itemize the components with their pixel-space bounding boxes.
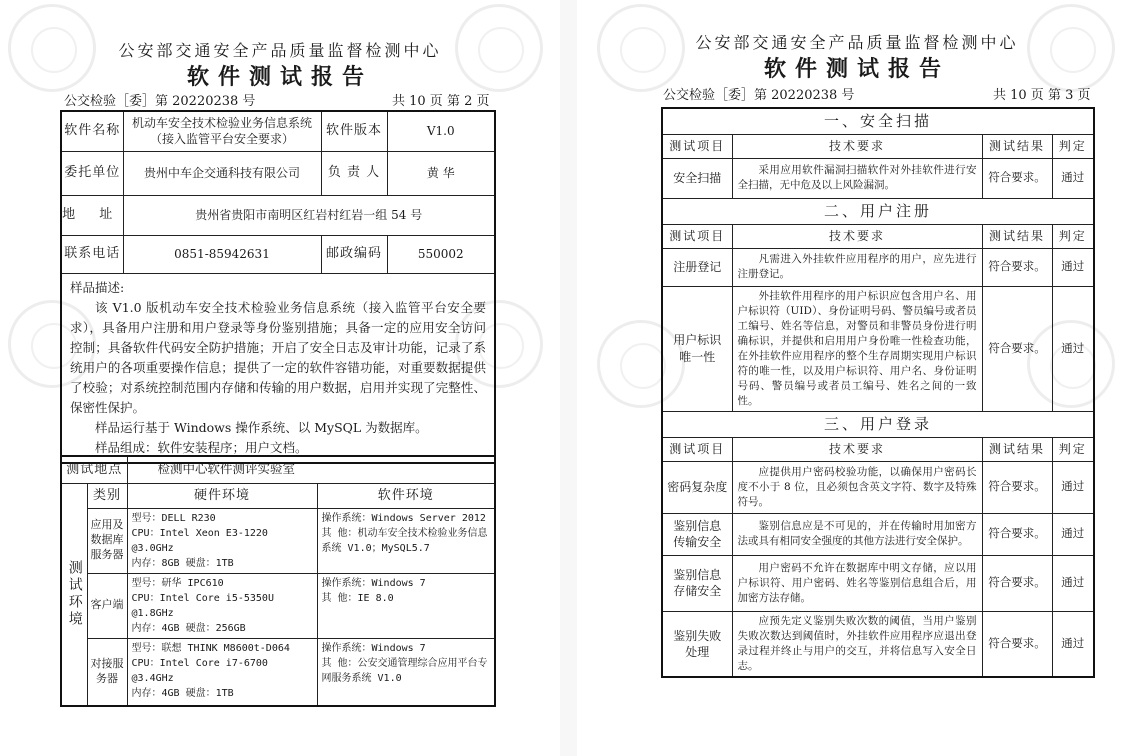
result-row — [662, 611, 1094, 677]
test-result: 符合要求。 — [982, 555, 1052, 611]
sw-line: 其 他：机动车安全技术检验业务信息系统 V1.0；MySQL5.7 — [321, 527, 488, 554]
person-label: 负 责 人 — [321, 151, 387, 195]
address-value: 贵州省贵阳市南明区红岩村红岩一组 54 号 — [123, 195, 495, 235]
env-category: 对接服务器 — [87, 638, 127, 706]
hardware-env — [127, 573, 317, 638]
requirement: 鉴别信息应是不可见的，并在传输时用加密方法或具有相同安全强度的其他方法进行安全保护。 — [732, 513, 982, 555]
test-item: 安全扫描 — [662, 158, 732, 198]
page-info: 共 10 页 第 2 页 — [392, 94, 490, 109]
result-row — [662, 461, 1094, 513]
hw-line: 内存：8GB 硬盘：1TB — [131, 557, 234, 569]
address-label: 地 址 — [61, 195, 123, 235]
software-env — [317, 573, 495, 638]
test-item: 鉴别信息传输安全 — [662, 513, 732, 555]
location-value: 检测中心软件测评实验室 — [127, 456, 495, 483]
test-result: 符合要求。 — [982, 158, 1052, 198]
col-header: 判定 — [1052, 134, 1094, 158]
hardware-env — [127, 508, 317, 573]
client-label: 委托单位 — [61, 151, 123, 195]
org-header: 公安部交通安全产品质量监督检测中心 — [118, 41, 442, 60]
report-number: 公交检验［委］第 20220238 号 — [64, 94, 256, 109]
col-header: 技术要求 — [732, 134, 982, 158]
phone-value: 0851-85942631 — [123, 235, 321, 273]
sw-line: 操作系统：Windows Server 2012 — [321, 512, 486, 524]
hw-line: CPU：Intel Core i7-6700 @3.4GHz — [131, 657, 268, 684]
env-category: 应用及数据库服务器 — [87, 508, 127, 573]
judgement: 通过 — [1052, 555, 1094, 611]
report-number: 公交检验［委］第 20220238 号 — [663, 88, 855, 103]
col-header: 测试项目 — [662, 437, 732, 461]
col-header: 技术要求 — [732, 224, 982, 248]
env-row — [61, 638, 495, 706]
test-result: 符合要求。 — [982, 611, 1052, 677]
judgement: 通过 — [1052, 461, 1094, 513]
env-table — [60, 455, 496, 707]
postcode-value: 550002 — [387, 235, 495, 273]
requirement: 采用应用软件漏洞扫描软件对外挂软件进行安全扫描，无中危及以上风险漏洞。 — [732, 158, 982, 198]
test-item: 鉴别信息存储安全 — [662, 555, 732, 611]
software-env — [317, 638, 495, 706]
description-title: 样品描述: — [70, 279, 125, 295]
description-paragraph: 样品运行基于 Windows 操作系统、以 MySQL 为数据库。 — [95, 419, 428, 435]
col-header: 技术要求 — [732, 437, 982, 461]
results-table — [661, 107, 1095, 678]
person-value: 黄 华 — [387, 151, 495, 195]
result-row — [662, 286, 1094, 411]
software-name-label: 软件名称 — [61, 111, 123, 151]
col-header: 判定 — [1052, 224, 1094, 248]
test-result: 符合要求。 — [982, 286, 1052, 411]
sw-line: 其 他：IE 8.0 — [321, 592, 394, 604]
version-value: V1.0 — [387, 111, 495, 151]
judgement: 通过 — [1052, 611, 1094, 677]
hw-line: 型号：联想 THINK M8600t-D064 — [131, 642, 290, 654]
report-page-2 — [0, 0, 560, 756]
requirement: 应预先定义鉴别失败次数的阈值，当用户鉴别失败次数达到阈值时，外挂软件应用程序应退出登录过程并终止与用户的交互，并将信息写入安全日志。 — [732, 611, 982, 677]
judgement: 通过 — [1052, 158, 1094, 198]
hw-line: 型号：研华 IPC610 — [131, 577, 224, 589]
result-row — [662, 555, 1094, 611]
section-title: 一、安全扫描 — [662, 108, 1094, 134]
test-result: 符合要求。 — [982, 513, 1052, 555]
test-item: 注册登记 — [662, 248, 732, 286]
col-header: 测试结果 — [982, 437, 1052, 461]
report-title: 软件测试报告 — [763, 56, 950, 82]
requirement: 凡需进入外挂软件应用程序的用户，应先进行注册登记。 — [732, 248, 982, 286]
sw-line: 操作系统：Windows 7 — [321, 642, 426, 654]
test-result: 符合要求。 — [982, 248, 1052, 286]
judgement: 通过 — [1052, 248, 1094, 286]
result-row — [662, 513, 1094, 555]
env-row — [61, 573, 495, 638]
info-table — [60, 110, 496, 464]
location-label: 测试地点 — [61, 456, 127, 483]
section-title: 二、用户注册 — [662, 198, 1094, 224]
col-header: 测试结果 — [982, 224, 1052, 248]
test-item: 密码复杂度 — [662, 461, 732, 513]
page-gutter — [560, 0, 577, 756]
page-info: 共 10 页 第 3 页 — [993, 88, 1091, 103]
software-env — [317, 508, 495, 573]
col-header: 测试项目 — [662, 224, 732, 248]
postcode-label: 邮政编码 — [321, 235, 387, 273]
col-header: 测试项目 — [662, 134, 732, 158]
test-result: 符合要求。 — [982, 461, 1052, 513]
col-header: 测试结果 — [982, 134, 1052, 158]
col-header: 判定 — [1052, 437, 1094, 461]
section-title: 三、用户登录 — [662, 411, 1094, 437]
env-row — [61, 508, 495, 573]
judgement: 通过 — [1052, 513, 1094, 555]
hw-line: 型号：DELL R230 — [131, 512, 216, 524]
version-label: 软件版本 — [321, 111, 387, 151]
env-category: 客户端 — [87, 573, 127, 638]
requirement: 外挂软件用程序的用户标识应包含用户名、用户标识符（UID）、身份证明号码、警员编号或者员工编号、姓名等信息，对警员和非警员身份进行明确标识，并提供和启用用户身份唯一性检查功能，在外挂软件应用程序的整个生存周期实现用户标识符的唯一性，以及用户标识符、用户名、身份证明号码、警员编号或者员工编号、姓名之间的一致性。 — [732, 286, 982, 411]
hw-line: CPU：Intel Xeon E3-1220 @3.0GHz — [131, 527, 268, 554]
hardware-env — [127, 638, 317, 706]
env-header: 类别 — [87, 483, 127, 508]
hw-line: CPU：Intel Core i5-5350U @1.8GHz — [131, 592, 274, 619]
software-name-value: 机动车安全技术检验业务信息系统（接入监管平台安全要求） — [123, 111, 321, 151]
hw-line: 内存：4GB 硬盘：256GB — [131, 622, 246, 634]
requirement: 用户密码不允许在数据库中明文存储，应以用户标识符、用户密码、姓名等鉴别信息组合后，用加密方法存储。 — [732, 555, 982, 611]
sw-line: 操作系统：Windows 7 — [321, 577, 426, 589]
env-header: 硬件环境 — [127, 483, 317, 508]
judgement: 通过 — [1052, 286, 1094, 411]
report-page-3 — [577, 0, 1137, 756]
description-paragraph: 样品组成：软件安装程序；用户文档。 — [95, 439, 308, 455]
test-item: 用户标识唯一性 — [662, 286, 732, 411]
hw-line: 内存：4GB 硬盘：1TB — [131, 687, 234, 699]
client-value: 贵州中车企交通科技有限公司 — [123, 151, 321, 195]
report-title: 软件测试报告 — [186, 64, 373, 90]
sample-description — [61, 273, 495, 463]
sw-line: 其 他：公安交通管理综合应用平台专网服务系统 V1.0 — [321, 657, 488, 684]
requirement: 应提供用户密码校验功能，以确保用户密码长度不小于 8 位，且必须包含英文字符、数字及特殊符号。 — [732, 461, 982, 513]
phone-label: 联系电话 — [61, 235, 123, 273]
result-row — [662, 248, 1094, 286]
env-header: 软件环境 — [317, 483, 495, 508]
org-header: 公安部交通安全产品质量监督检测中心 — [695, 33, 1019, 52]
result-row — [662, 158, 1094, 198]
test-env-label: 测试环境 — [61, 483, 87, 706]
test-item: 鉴别失败处理 — [662, 611, 732, 677]
description-paragraph: 该 V1.0 版机动车安全技术检验业务信息系统（接入监管平台安全要求），具备用户注册和用户登录等身份鉴别措施；具备一定的应用安全访问控制；具备软件代码安全防护措施；开启了安全日志及审计功能，记录了系统用户的各项重要操作信息；提供了一定的软件容错功能，对重要数据提供了校验；对系统控制范围内存储和传输的用户数据，启用并实现了完整性、保密性保护。 — [70, 299, 486, 415]
